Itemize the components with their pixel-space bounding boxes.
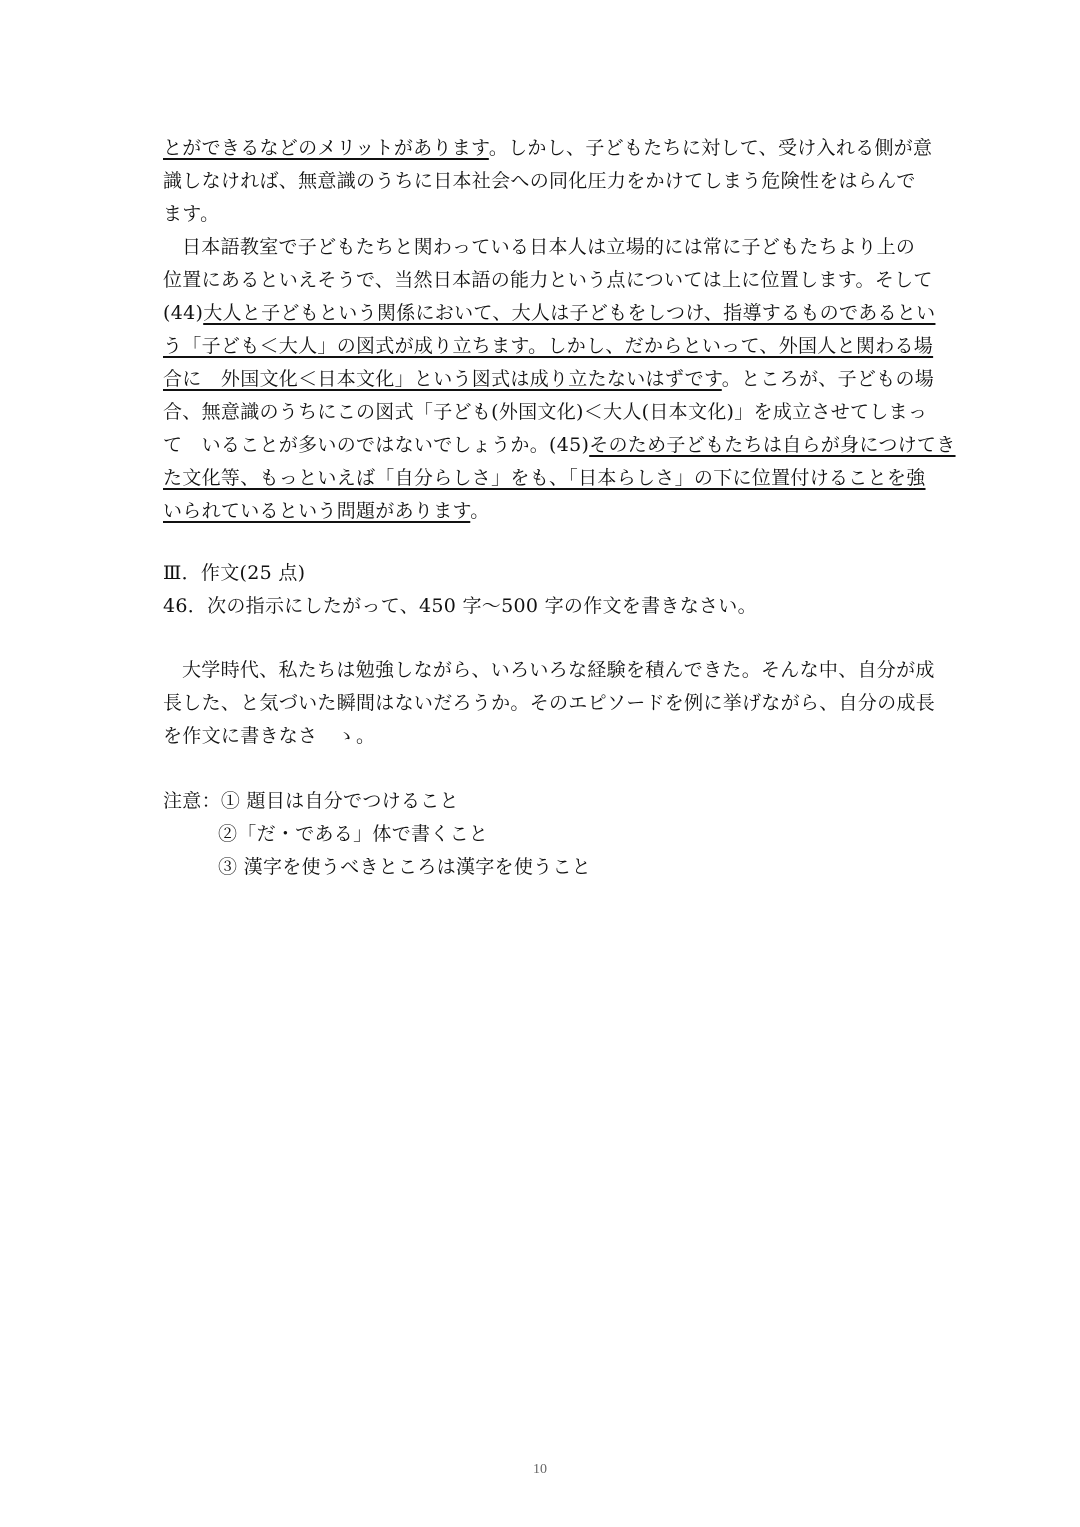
underlined-text: とができるなどのメリットがあります — [163, 137, 489, 159]
prompt-line-1: 大学時代、私たちは勉強しながら、いろいろな経験を積んできた。そんな中、自分が成 — [182, 659, 935, 681]
notes-item-1: 注意：① 題目は自分でつけること — [163, 790, 459, 812]
passage-line-3: ます。 — [163, 203, 220, 225]
passage-line-2: 識しなければ、無意識のうちに日本社会への同化圧力をかけてしまう危険性をはらんで — [163, 170, 916, 192]
passage-line-5: 位置にあるといえそうで、当然日本語の能力という点については上に位置します。そして — [163, 269, 933, 291]
underlined-text: そのため子どもたちは自らが身につけてき — [589, 434, 956, 456]
passage-line-1 — [163, 135, 933, 161]
question-46: 46．次の指示にしたがって、450 字～500 字の作文を書きなさい。 — [163, 595, 757, 617]
prompt-line-2: 長した、と気づいた瞬間はないだろうか。そのエピソードを例に挙げながら、自分の成長 — [163, 692, 936, 714]
prompt-line-3: を作文に書きなさ ゝ。 — [163, 725, 376, 747]
passage-text: 。しかし、子どもたちに対して、受け入れる側が意 — [488, 137, 933, 159]
passage-line-12 — [163, 498, 923, 524]
passage-line-7 — [163, 333, 934, 359]
passage-line-4: 日本語教室で子どもたちと関わっている日本人は立場的には常に子どもたちより上の — [182, 236, 916, 258]
passage-text: 。ところが、子どもの場 — [721, 368, 935, 390]
underlined-text: いられているという問題があります — [163, 500, 471, 522]
underlined-text: 大人と子どもという関係において、大人は子どもをしつけ、指導するものであるとい — [203, 302, 936, 324]
passage-line-10 — [163, 432, 956, 458]
underlined-text: た文化等、もっといえば「自分らしさ」をも、「日本らしさ」の下に位置付けることを強 — [163, 467, 926, 489]
passage-line-11 — [163, 465, 926, 491]
page-number: 10 — [533, 1462, 547, 1477]
passage-line-9: 合、無意識のうちにこの図式「子ども(外国文化)＜大人(日本文化)」を成立させてしまっ — [163, 401, 928, 423]
underlined-text: 合に 外国文化＜日本文化」という図式は成り立たないはずです — [163, 368, 722, 390]
underlined-text: う「子ども＜大人」の図式が成り立ちます。しかし、だからといって、外国人と関わる場 — [163, 335, 934, 357]
section-heading: Ⅲ．作文(25 点) — [163, 562, 306, 584]
passage-line-8 — [163, 366, 935, 392]
notes-item-3: ③ 漢字を使うべきところは漢字を使うこと — [218, 856, 592, 878]
passage-text: 。 — [470, 500, 490, 522]
question-number-44: (44) — [163, 302, 204, 324]
notes-item-2: ②「だ・である」体で書くこと — [218, 823, 489, 845]
passage-line-6 — [163, 300, 936, 326]
passage-text: て いることが多いのではないでしょうか。(45) — [163, 434, 590, 456]
